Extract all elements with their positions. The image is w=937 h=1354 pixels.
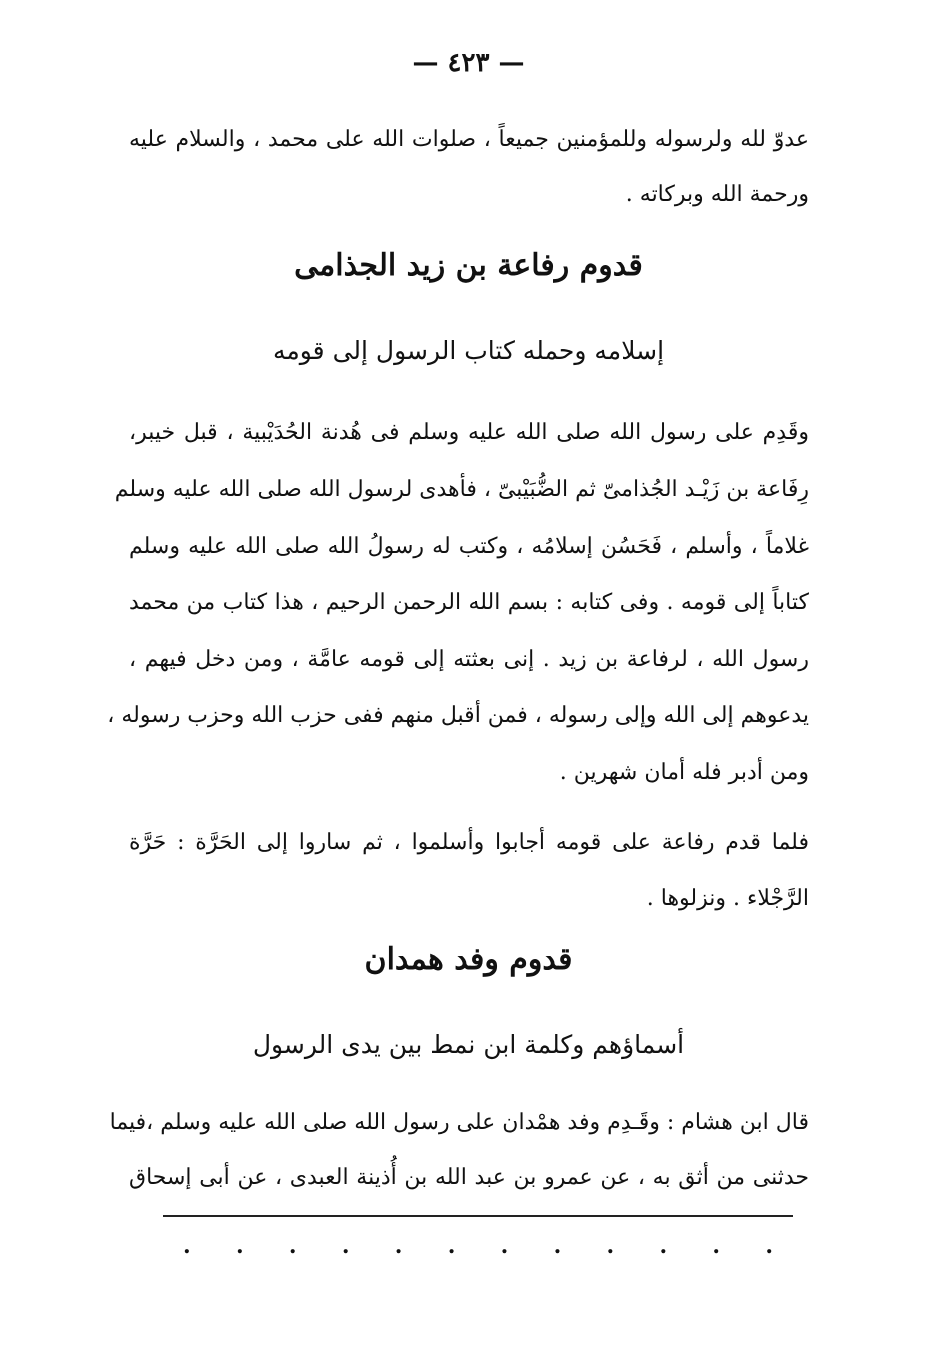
footer-rule xyxy=(163,1215,793,1217)
footer-dots xyxy=(163,1232,793,1260)
footer-dot: . xyxy=(712,1233,721,1259)
intro-line-1: عدوّ لله ولرسوله وللمؤمنين جميعاً ، صلوات الله على محمد ، والسلام عليه xyxy=(129,127,809,152)
footer-dot: . xyxy=(235,1233,244,1259)
section-2-subtitle: أسماؤهم وكلمة ابن نمط بين يدى الرسول xyxy=(252,1030,685,1059)
footer-dot: . xyxy=(606,1233,615,1259)
footer-dot: . xyxy=(394,1233,403,1259)
footer-dot: . xyxy=(500,1233,509,1259)
section-1-paragraph-1-line-2: رِفَاعة بن زَيْـد الجُذامىّ ثم الضُّبَيْبىّ ، فأهدى لرسول الله صلى الله عليه وسلم xyxy=(114,477,809,502)
section-1-paragraph-1-line-1: وقَدِم على رسول الله صلى الله عليه وسلم فى هُدنة الحُدَيْبية ، قبل خيبر، xyxy=(129,420,809,445)
footer-dot: . xyxy=(183,1233,191,1259)
page-number: — ٤٢٣ — xyxy=(412,48,525,78)
section-1-paragraph-1-line-4: كتاباً إلى قومه . وفى كتابه : بسم الله الرحمن الرحيم ، هذا كتاب من محمد xyxy=(129,590,809,615)
section-2-title: قدوم وفد همدان xyxy=(364,942,573,977)
footer-dot: . xyxy=(765,1233,773,1259)
section-2-paragraph-1-line-1: قال ابن هشام : وقَـدِم وفد همْدان على رسول الله صلى الله عليه وسلم ،فيما xyxy=(109,1110,809,1135)
footer-dot: . xyxy=(659,1233,668,1259)
section-1-paragraph-1-line-7: ومن أدبر فله أمان شهرين . xyxy=(559,760,809,785)
section-2-paragraph-1-line-2: حدثنى من أثق به ، عن عمرو بن عبد الله بن أُذينة العبدى ، عن أبى إسحاق xyxy=(129,1165,809,1190)
section-1-paragraph-1-line-5: رسول الله ، لرفاعة بن زيد . إنى بعثته إلى قومه عامَّة ، ومن دخل فيهم ، xyxy=(129,647,809,672)
section-1-paragraph-2-line-1: فلما قدم رفاعة على قومه أجابوا وأسلموا ، ثم ساروا إلى الحَرَّة : حَرَّة xyxy=(129,830,809,855)
footer-dot: . xyxy=(447,1233,456,1259)
section-1-paragraph-1-line-3: غلاماً ، وأسلم ، فَحَسُن إسلامُه ، وكتب له رسولُ الله صلى الله عليه وسلم xyxy=(129,534,809,559)
footer-dot: . xyxy=(553,1233,562,1259)
footer-dot: . xyxy=(288,1233,297,1259)
section-1-subtitle: إسلامه وحمله كتاب الرسول إلى قومه xyxy=(272,336,665,365)
section-1-paragraph-1-line-6: يدعوهم إلى الله وإلى رسوله ، فمن أقبل منهم ففى حزب الله وحزب رسوله ، xyxy=(107,703,809,728)
section-1-title: قدوم رفاعة بن زيد الجذامى xyxy=(294,248,643,283)
section-1-paragraph-2-line-2: الرَّجْلاء . ونزلوها . xyxy=(646,886,809,911)
footer-dot: . xyxy=(341,1233,350,1259)
intro-line-2: ورحمة الله وبركاته . xyxy=(625,182,809,207)
